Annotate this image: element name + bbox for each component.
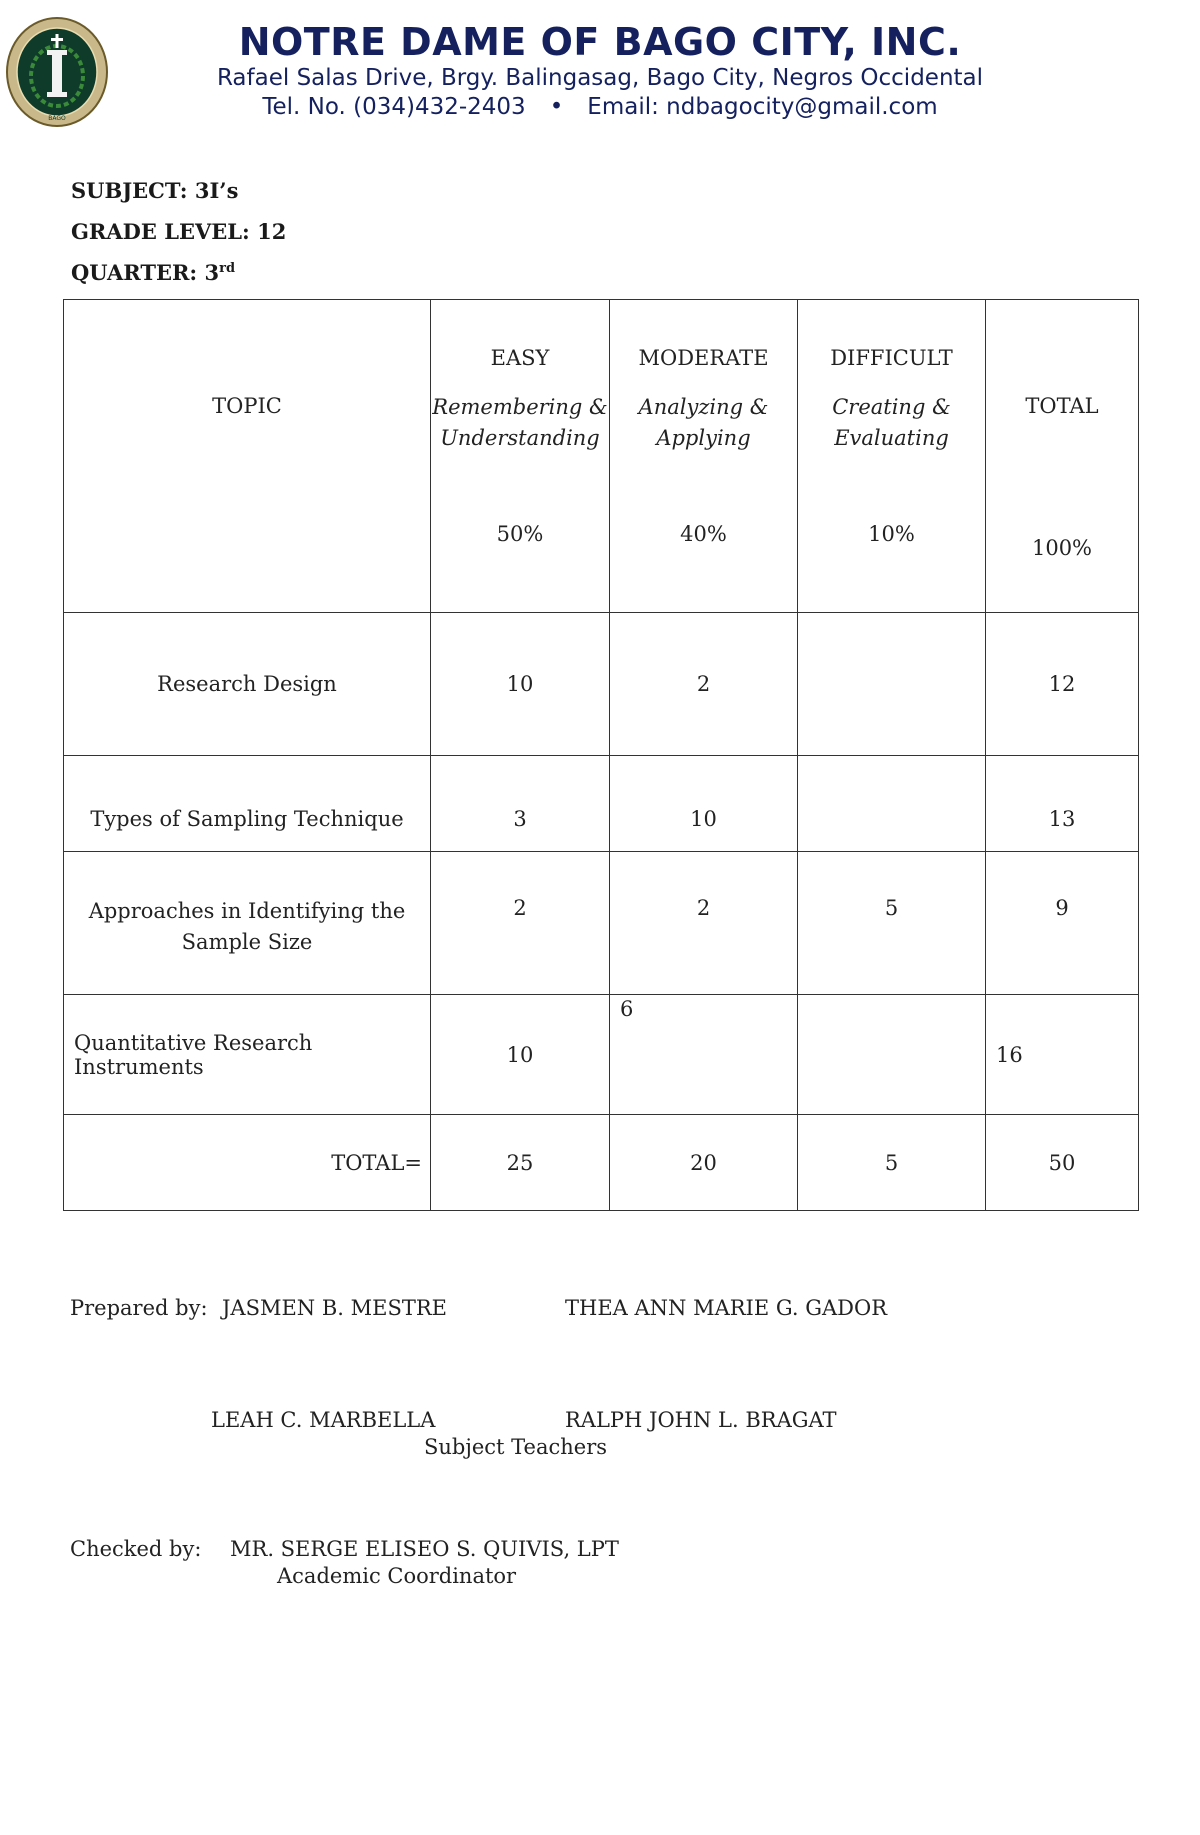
difficult-cell <box>798 613 986 756</box>
header-level-easy: EASY <box>490 346 550 370</box>
contact-separator: • <box>549 94 564 120</box>
difficult-cell <box>798 756 986 852</box>
document-header <box>0 0 1200 140</box>
header-weight-moderate: 40% <box>680 522 727 546</box>
quarter-value: QUARTER: 3 <box>71 260 220 285</box>
header-total: TOTAL <box>1025 394 1099 418</box>
teacher-name-2: THEA ANN MARIE G. GADOR <box>565 1296 888 1320</box>
total-cell: 16 <box>986 995 1139 1115</box>
topic-cell: Types of Sampling Technique <box>64 756 431 852</box>
totals-label: TOTAL= <box>64 1115 431 1211</box>
topic-cell: Quantitative Research Instruments <box>64 995 431 1115</box>
header-skill-moderate-1: Analyzing & <box>638 395 769 419</box>
teacher-name-3: LEAH C. MARBELLA <box>211 1408 436 1432</box>
coordinator-name: MR. SERGE ELISEO S. QUIVIS, LPT <box>230 1537 619 1561</box>
header-skill-easy <box>431 392 609 454</box>
school-name: NOTRE DAME OF BAGO CITY, INC. <box>238 20 962 64</box>
table-row <box>64 756 1139 852</box>
header-difficult-cell <box>798 300 986 613</box>
total-cell: 13 <box>986 756 1139 852</box>
totals-difficult: 5 <box>798 1115 986 1211</box>
table-row <box>64 613 1139 756</box>
moderate-cell <box>610 995 798 1115</box>
totals-row <box>64 1115 1139 1211</box>
totals-easy: 25 <box>431 1115 610 1211</box>
teacher-name-4: RALPH JOHN L. BRAGAT <box>565 1408 837 1432</box>
topic-line-2: Sample Size <box>181 930 313 954</box>
moderate-cell: 10 <box>610 756 798 852</box>
header-topic: TOPIC <box>212 394 282 418</box>
header-skill-easy-2: Understanding <box>440 426 600 450</box>
school-address: Rafael Salas Drive, Brgy. Balingasag, Bago City, Negros Occidental <box>216 65 984 91</box>
table-row <box>64 852 1139 995</box>
table-of-specifications <box>63 299 1139 1211</box>
header-skill-moderate-2: Applying <box>656 426 751 450</box>
table-header-row <box>64 300 1139 613</box>
table-row <box>64 995 1139 1115</box>
totals-total: 50 <box>986 1115 1139 1211</box>
coordinator-title: Academic Coordinator <box>277 1564 517 1588</box>
school-phone: Tel. No. (034)432-2403 <box>262 94 526 120</box>
topic-line-1: Approaches in Identifying the <box>88 899 406 923</box>
prepared-by-label: Prepared by: <box>70 1296 208 1320</box>
header-total-weight: 100% <box>1031 536 1093 560</box>
quarter-suffix: rd <box>219 261 236 276</box>
topic-cell: Research Design <box>64 613 431 756</box>
header-total-cell <box>986 300 1139 613</box>
totals-moderate: 20 <box>610 1115 798 1211</box>
header-weight-easy: 50% <box>496 522 544 546</box>
moderate-cell: 2 <box>610 613 798 756</box>
difficult-cell: 5 <box>798 852 986 995</box>
subject-line: SUBJECT: 3I’s <box>71 178 239 203</box>
total-cell: 12 <box>986 613 1139 756</box>
total-cell: 9 <box>986 852 1139 995</box>
easy-cell: 10 <box>431 613 610 756</box>
header-skill-difficult <box>798 392 985 454</box>
checked-by-label: Checked by: <box>70 1537 202 1561</box>
header-topic-cell <box>64 300 431 613</box>
grade-level-line: GRADE LEVEL: 12 <box>71 219 287 244</box>
header-level-difficult: DIFFICULT <box>830 346 953 370</box>
easy-cell: 3 <box>431 756 610 852</box>
school-email: Email: ndbagocity@gmail.com <box>587 94 938 120</box>
header-skill-moderate <box>610 392 797 454</box>
easy-cell: 10 <box>431 995 610 1115</box>
quarter-line <box>71 260 235 285</box>
moderate-cell: 2 <box>610 852 798 995</box>
header-skill-easy-1: Remembering & <box>432 395 608 419</box>
header-level-moderate: MODERATE <box>638 346 769 370</box>
header-skill-difficult-1: Creating & <box>832 395 951 419</box>
svg-text:BAGO: BAGO <box>48 115 66 122</box>
teacher-name-1: JASMEN B. MESTRE <box>222 1296 448 1320</box>
easy-cell: 2 <box>431 852 610 995</box>
header-easy-cell <box>431 300 610 613</box>
topic-cell <box>64 852 431 995</box>
difficult-cell <box>798 995 986 1115</box>
header-weight-difficult: 10% <box>868 522 915 546</box>
subject-teachers-title: Subject Teachers <box>424 1435 608 1459</box>
header-skill-difficult-2: Evaluating <box>834 426 949 450</box>
moderate-value: 6 <box>620 997 634 1021</box>
school-contact <box>0 94 1200 120</box>
header-moderate-cell <box>610 300 798 613</box>
